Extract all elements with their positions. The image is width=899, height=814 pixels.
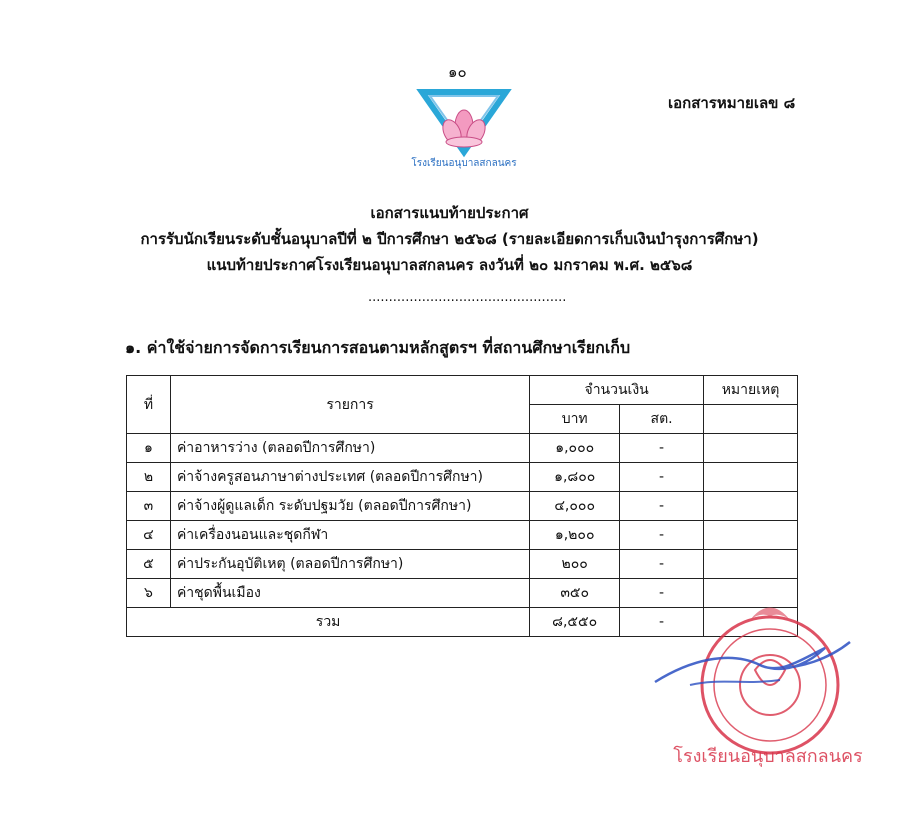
header-remark-blank (704, 405, 798, 434)
row-item: ค่าจ้างผู้ดูแลเด็ก ระดับปฐมวัย (ตลอดปีการศึกษา) (170, 492, 529, 521)
logo-text: โรงเรียนอนุบาลสกลนคร (411, 158, 517, 169)
row-satang: - (620, 521, 704, 550)
table-row (127, 463, 798, 492)
table-row (127, 550, 798, 579)
header-amount: จำนวนเงิน (530, 376, 704, 405)
row-item: ค่าประกันอุบัติเหตุ (ตลอดปีการศึกษา) (170, 550, 529, 579)
total-baht: ๘,๕๕๐ (530, 608, 620, 637)
header-baht: บาท (530, 405, 620, 434)
row-baht: ๑,๘๐๐ (530, 463, 620, 492)
school-seal-icon (650, 590, 863, 770)
row-satang: - (620, 492, 704, 521)
row-satang: - (620, 550, 704, 579)
row-baht: ๑,๒๐๐ (530, 521, 620, 550)
lotus-triangle-logo-icon (411, 86, 517, 172)
row-remark (704, 492, 798, 521)
row-baht: ๑,๐๐๐ (530, 434, 620, 463)
row-baht: ๓๕๐ (530, 579, 620, 608)
header-satang: สต. (620, 405, 704, 434)
row-remark (704, 463, 798, 492)
row-item: ค่าจ้างครูสอนภาษาต่างประเทศ (ตลอดปีการศึกษา) (170, 463, 529, 492)
row-item: ค่าอาหารว่าง (ตลอดปีการศึกษา) (170, 434, 529, 463)
header-line-2: การรับนักเรียนระดับชั้นอนุบาลปีที่ ๒ ปีการศึกษา ๒๕๖๘ (รายละเอียดการเก็บเงินบำรุงการศึกษา) (140, 230, 759, 248)
row-remark (704, 434, 798, 463)
row-no: ๔ (127, 521, 171, 550)
header-no: ที่ (127, 376, 171, 434)
row-no: ๖ (127, 579, 171, 608)
page-number: ๑๐ (448, 63, 467, 81)
header-line-3: แนบท้ายประกาศโรงเรียนอนุบาลสกลนคร ลงวันที่ ๒๐ มกราคม พ.ศ. ๒๕๖๘ (206, 256, 693, 274)
row-remark (704, 550, 798, 579)
row-baht: ๔,๐๐๐ (530, 492, 620, 521)
row-remark (704, 521, 798, 550)
total-label: รวม (127, 608, 530, 637)
header-line-1: เอกสารแนบท้ายประกาศ (370, 204, 529, 222)
row-satang: - (620, 463, 704, 492)
section-title: ๑. ค่าใช้จ่ายการจัดการเรียนการสอนตามหลักสูตรฯ ที่สถานศึกษาเรียกเก็บ (125, 338, 631, 357)
table-row (127, 492, 798, 521)
row-item: ค่าชุดพื้นเมือง (170, 579, 529, 608)
row-no: ๑ (127, 434, 171, 463)
header-remark: หมายเหตุ (704, 376, 798, 405)
table-row (127, 434, 798, 463)
row-item: ค่าเครื่องนอนและชุดกีฬา (170, 521, 529, 550)
document-number: เอกสารหมายเลข ๘ (668, 94, 796, 112)
row-baht: ๒๐๐ (530, 550, 620, 579)
row-no: ๒ (127, 463, 171, 492)
row-satang: - (620, 434, 704, 463)
total-satang: - (620, 608, 704, 637)
dotted-separator: ................................................ (368, 290, 567, 305)
header-block (0, 200, 899, 278)
row-no: ๕ (127, 550, 171, 579)
seal-text: โรงเรียนอนุบาลสกลนคร (673, 746, 863, 767)
table-row (127, 521, 798, 550)
row-satang: - (620, 579, 704, 608)
header-item: รายการ (170, 376, 529, 434)
row-no: ๓ (127, 492, 171, 521)
